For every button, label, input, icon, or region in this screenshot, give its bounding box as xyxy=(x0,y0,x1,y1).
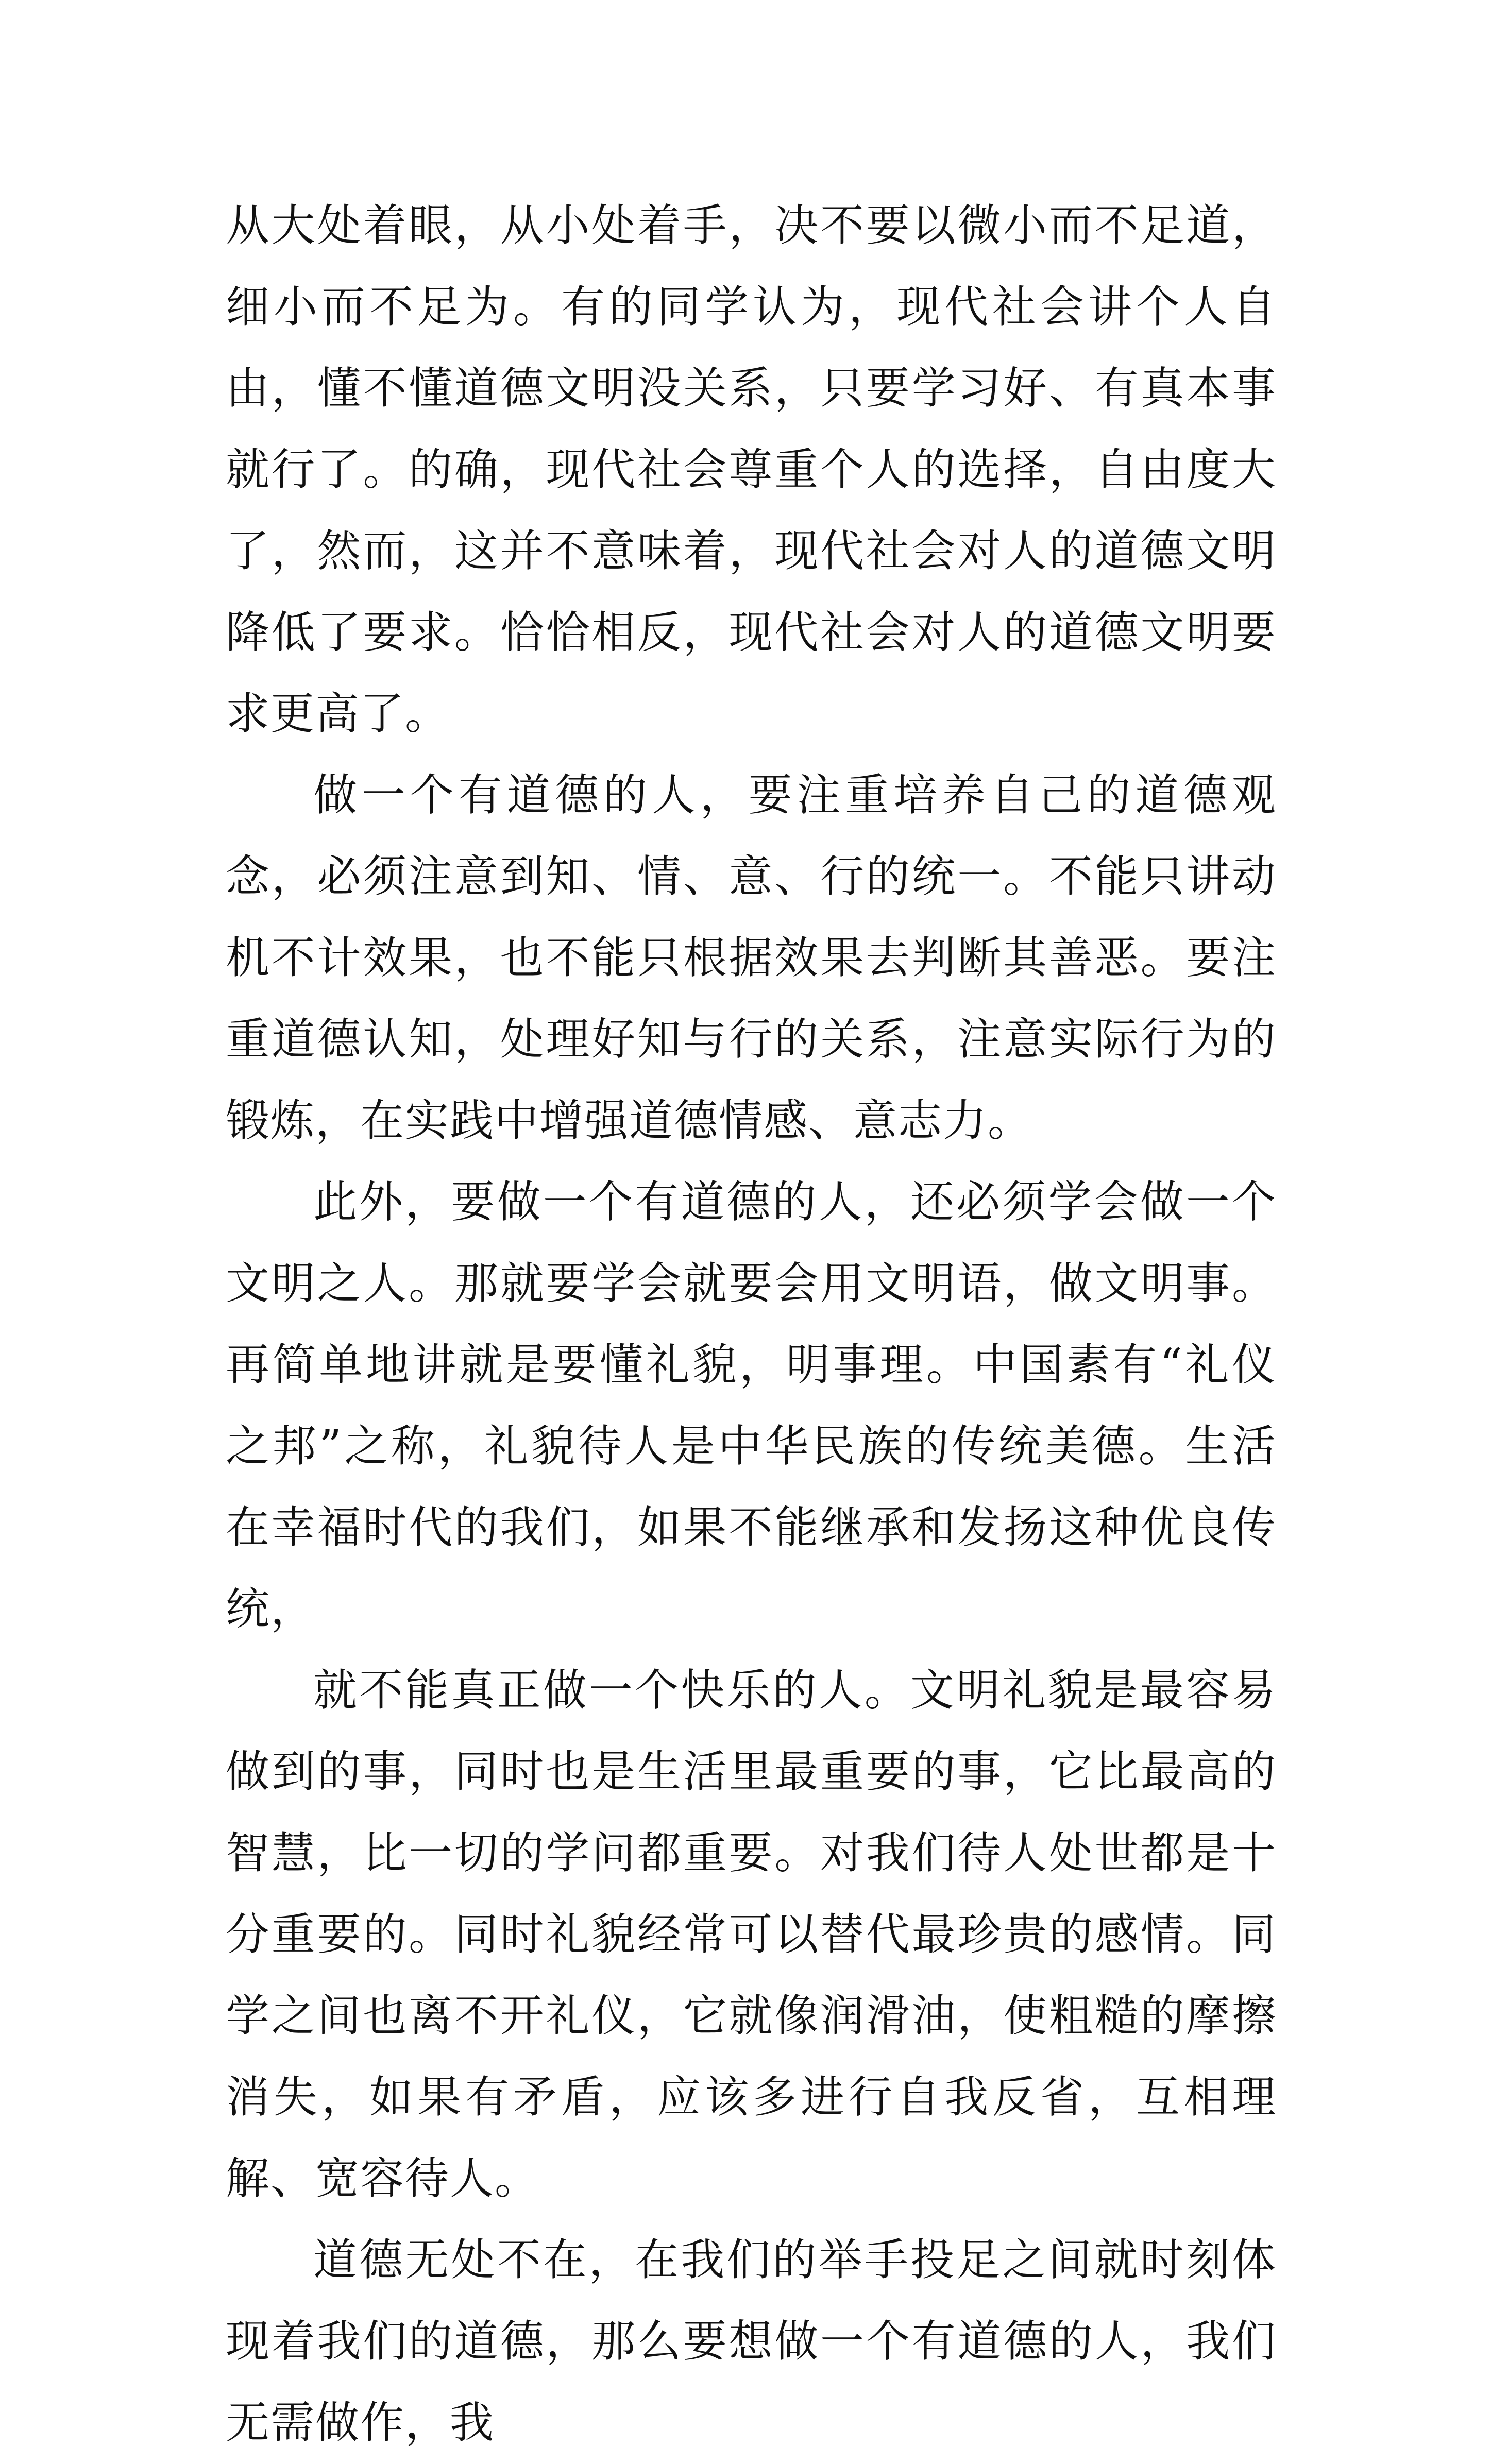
body-text xyxy=(226,185,1277,2464)
paragraph-3: 此外，要做一个有道德的人，还必须学会做一个文明之人。那就要学会就要会用文明语，做文明事。再简单地讲就是要懂礼貌，明事理。中国素有“礼仪之邦”之称，礼貌待人是中华民族的传统美德。生活在幸福时代的我们，如果不能继承和发扬这种优良传统， xyxy=(226,1177,1277,1635)
paragraph-5: 道德无处不在，在我们的举手投足之间就时刻体现着我们的道德，那么要想做一个有道德的人，我们无需做作，我 xyxy=(226,2235,1277,2449)
paragraph-4: 就不能真正做一个快乐的人。文明礼貌是最容易做到的事，同时也是生活里最重要的事，它比最高的智慧，比一切的学问都重要。对我们待人处世都是十分重要的。同时礼貌经常可以替代最珍贵的感情。同学之间也离不开礼仪，它就像润滑油，使粗糙的摩擦消失，如果有矛盾，应该多进行自我反省，互相理解、宽容待人。 xyxy=(226,1665,1277,2204)
paragraph-2: 做一个有道德的人，要注重培养自己的道德观念，必须注意到知、情、意、行的统一。不能只讲动机不计效果，也不能只根据效果去判断其善恶。要注重道德认知，处理好知与行的关系，注意实际行为的锻炼，在实践中增强道德情感、意志力。 xyxy=(226,770,1277,1147)
paragraph-1: 从大处着眼，从小处着手，决不要以微小而不足道，细小而不足为。有的同学认为，现代社会讲个人自由，懂不懂道德文明没关系，只要学习好、有真本事就行了。的确，现代社会尊重个人的选择，自由度大了，然而，这并不意味着，现代社会对人的道德文明降低了要求。恰恰相反，现代社会对人的道德文明要求更高了。 xyxy=(226,200,1277,740)
